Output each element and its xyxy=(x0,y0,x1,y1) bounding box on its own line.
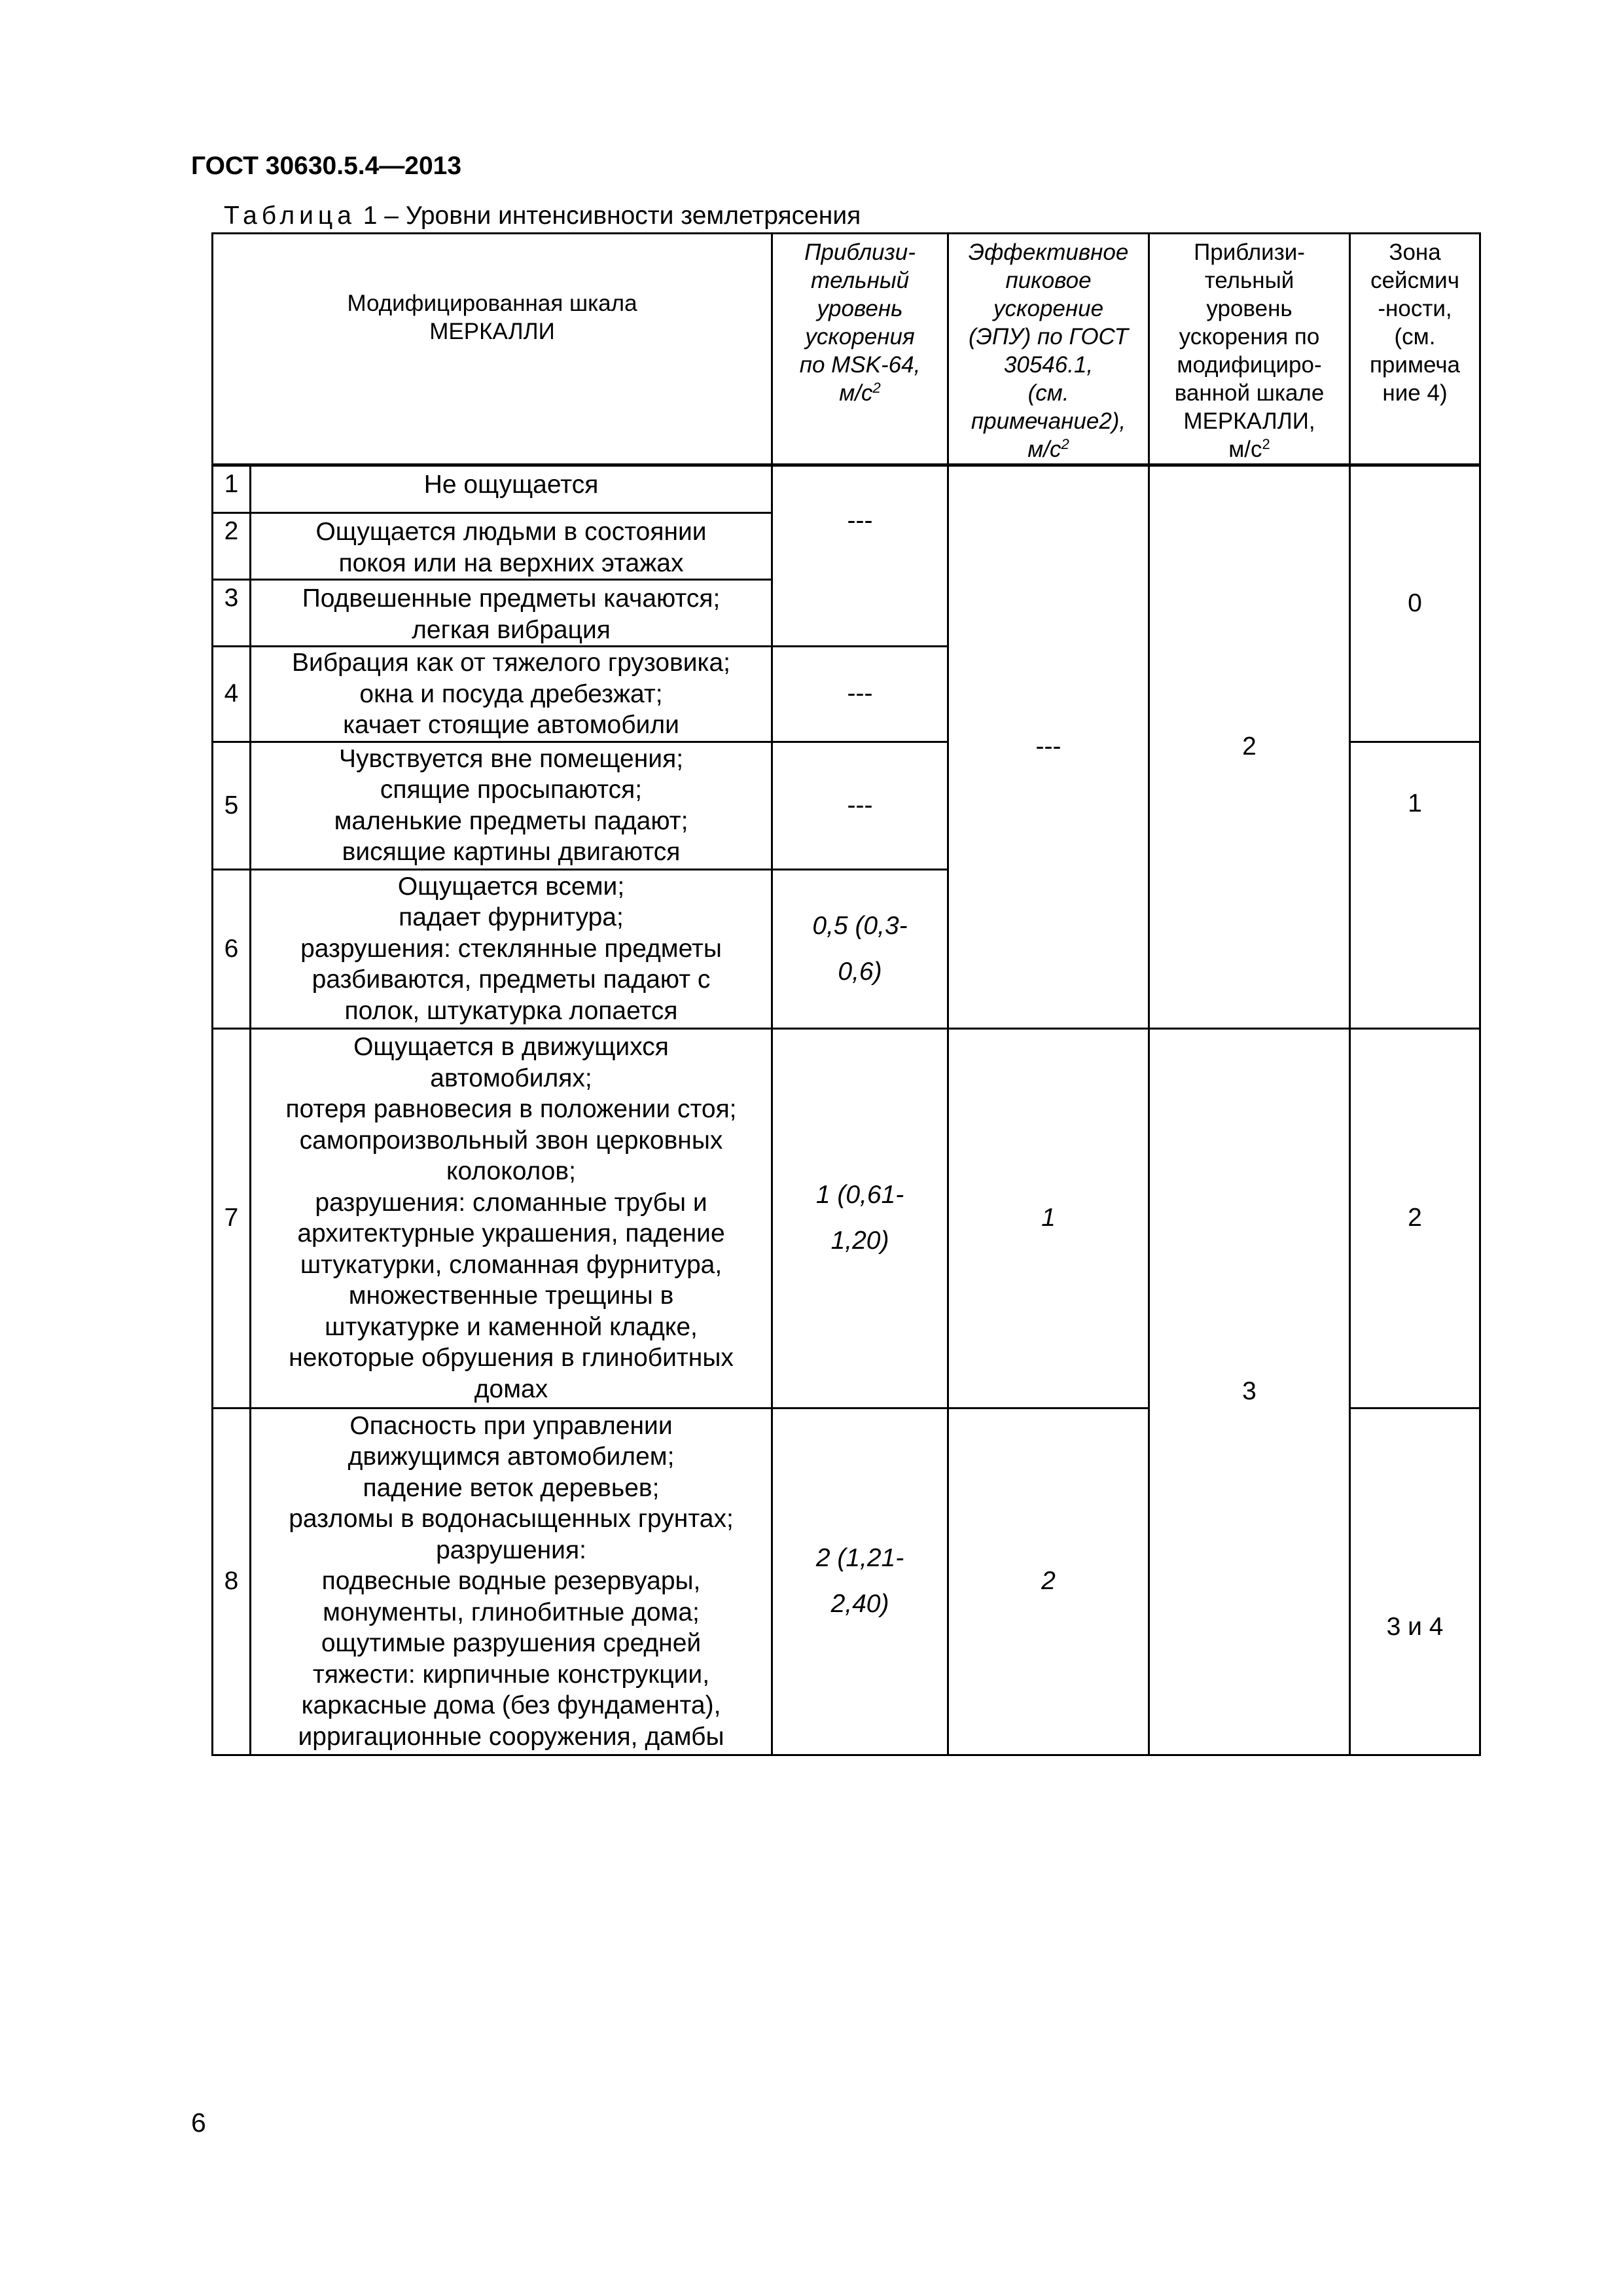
msk-cell: --- xyxy=(772,647,948,742)
epu-cell: 2 xyxy=(948,1408,1149,1755)
intensity-table xyxy=(211,232,1481,1756)
row-description: Ощущается в движущихся автомобилях; потеря равновесия в положении стоя; самопроизвольный звон церковных колоколов; разрушения: сломанные трубы и архитектурные украшения, падение штукатурки, сломанная фурнитура, множественные трещины в штукатурке и каменной кладке, некоторые обрушения в глинобитных домах xyxy=(251,1028,772,1408)
epu-cell: --- xyxy=(948,465,1149,1029)
header-mod-mercalli: Приблизи- тельный уровень ускорения по модифициро- ванной шкале МЕРКАЛЛИ, $м/с^2$ xyxy=(1149,234,1350,465)
row-description: Ощущается всеми; падает фурнитура; разрушения: стеклянные предметы разбиваются, предметы падают с полок, штукатурка лопается xyxy=(251,869,772,1028)
mod-cell: 3 xyxy=(1149,1028,1350,1755)
row-description: Чувствуется вне помещения; спящие просыпаются; маленькие предметы падают; висящие картины двигаются xyxy=(251,742,772,869)
row-description: Подвешенные предметы качаются; легкая вибрация xyxy=(251,580,772,647)
row-number: 8 xyxy=(213,1408,251,1755)
header-epu: Эффективное пиковое ускорение (ЭПУ) по ГОСТ 30546.1, (см. примечание2), $м/с^2$ xyxy=(948,234,1149,465)
msk-cell: --- xyxy=(772,465,948,647)
zone-cell: 0 xyxy=(1350,465,1480,742)
caption-label: Таблица xyxy=(224,202,356,230)
epu-cell: 1 xyxy=(948,1028,1149,1408)
msk-cell: 0,5 (0,3- 0,6) xyxy=(772,869,948,1028)
row-number: 6 xyxy=(213,869,251,1028)
msk-cell: --- xyxy=(772,742,948,869)
msk-cell: 2 (1,21- 2,40) xyxy=(772,1408,948,1755)
caption-text: 1 – Уровни интенсивности землетрясения xyxy=(363,202,861,230)
row-number: 7 xyxy=(213,1028,251,1408)
header-mercalli: Модифицированная шкала МЕРКАЛЛИ xyxy=(213,234,772,465)
row-description: Вибрация как от тяжелого грузовика; окна и посуда дребезжат; качает стоящие автомобили xyxy=(251,647,772,742)
row-description: Ощущается людьми в состоянии покоя или на верхних этажах xyxy=(251,513,772,580)
header-msk: Приблизи- тельный уровень ускорения по MSK-64, $м/с^2$ xyxy=(772,234,948,465)
row-description: Опасность при управлении движущимся автомобилем; падение веток деревьев; разломы в водонасыщенных грунтах; разрушения: подвесные водные резервуары, монументы, глинобитные дома; ощутимые разрушения средней тяжести: кирпичные конструкции, каркасные дома (без фундамента), ирригационные сооружения, дамбы xyxy=(251,1408,772,1755)
zone-cell: 1 xyxy=(1350,742,1480,1028)
row-number: 2 xyxy=(213,513,251,580)
mod-cell: 2 xyxy=(1149,465,1350,1029)
zone-cell: 3 и 4 xyxy=(1350,1408,1480,1755)
row-description: Не ощущается xyxy=(251,465,772,513)
row-number: 4 xyxy=(213,647,251,742)
table-caption xyxy=(224,202,861,230)
zone-cell: 2 xyxy=(1350,1028,1480,1408)
row-number: 1 xyxy=(213,465,251,513)
row-number: 3 xyxy=(213,580,251,647)
page-number: 6 xyxy=(191,2108,206,2138)
row-number: 5 xyxy=(213,742,251,869)
document-header: ГОСТ 30630.5.4—2013 xyxy=(191,152,462,180)
header-zone: Зона сейсмич -ности, (см. примеча ние 4) xyxy=(1350,234,1480,465)
msk-cell: 1 (0,61- 1,20) xyxy=(772,1028,948,1408)
